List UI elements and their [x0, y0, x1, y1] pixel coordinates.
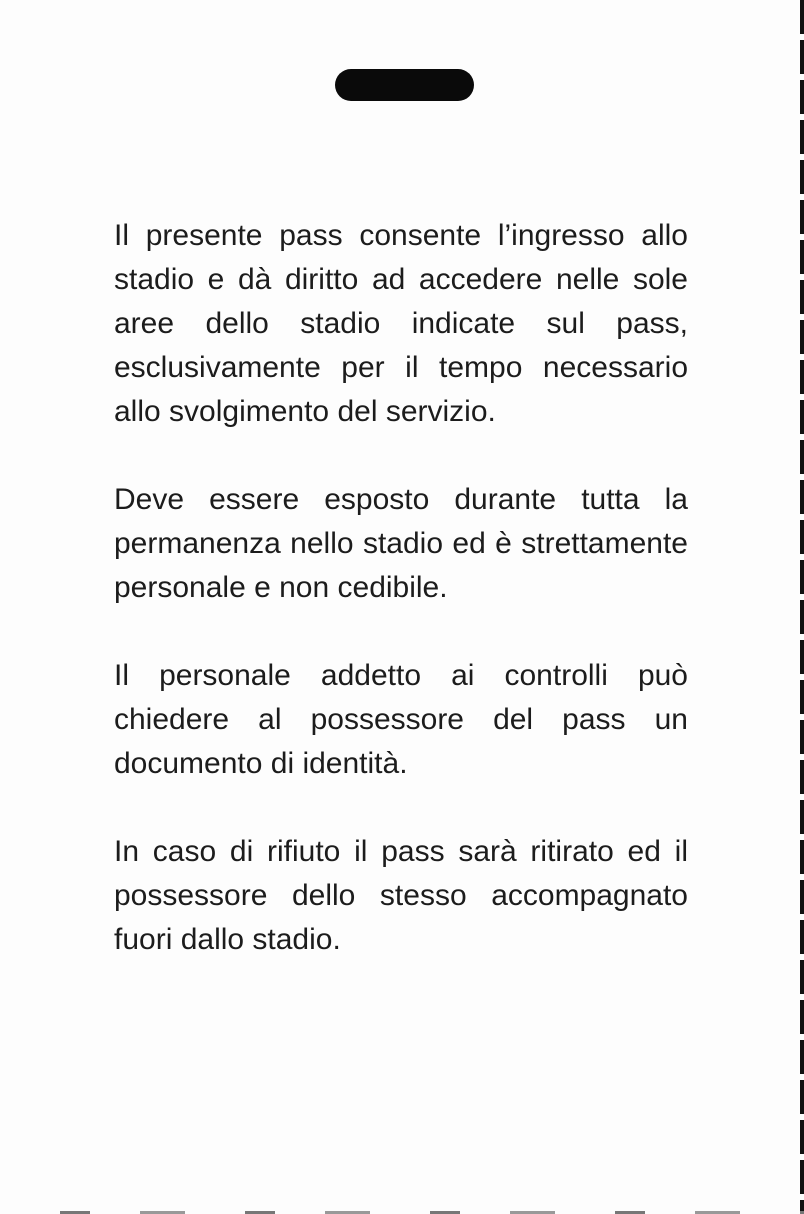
terms-paragraph-access: Il presente pass consente l’ingresso allo stadio e dà diritto ad accedere nelle sole aree dello stadio indicate sul pass, esclusivamente per il tempo necessario allo svolgimento del servizio.	[114, 219, 688, 428]
terms-paragraph-identity: Il personale addetto ai controlli può chiedere al possessore del pass un documento di identità.	[114, 659, 688, 780]
terms-paragraph-refusal: In caso di rifiuto il pass sarà ritirato ed il possessore dello stesso accompagnato fuori dallo stadio.	[114, 835, 688, 956]
card-right-edge	[800, 0, 804, 1214]
lanyard-slot	[335, 69, 474, 101]
pass-terms	[114, 214, 688, 1006]
terms-paragraph-display: Deve essere esposto durante tutta la permanenza nello stadio ed è strettamente personale e non cedibile.	[114, 483, 688, 604]
